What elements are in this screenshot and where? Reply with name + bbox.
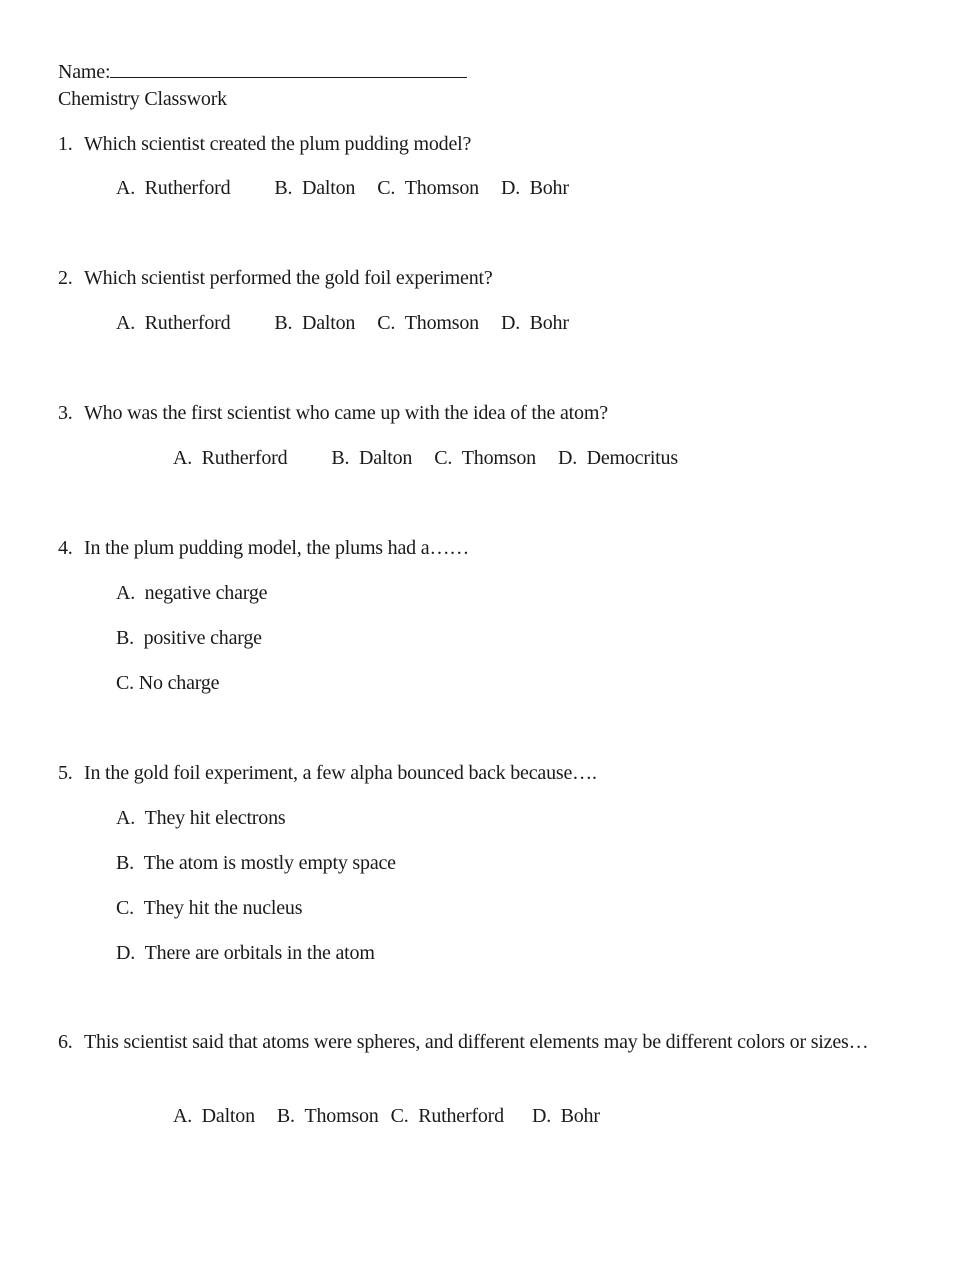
- option-text: They hit the nucleus: [143, 897, 303, 919]
- option-letter: A.: [116, 177, 136, 199]
- option-b[interactable]: [277, 1104, 379, 1128]
- option-text: Thomson: [404, 312, 479, 334]
- question-text: Which scientist performed the gold foil experiment?: [84, 267, 493, 289]
- option-letter: A.: [116, 312, 136, 334]
- question-5: [58, 761, 597, 785]
- option-letter: C.: [116, 897, 134, 919]
- option-d[interactable]: [558, 446, 678, 470]
- option-letter: B.: [116, 852, 134, 874]
- question-1: [58, 132, 471, 156]
- option-b[interactable]: [116, 851, 396, 875]
- option-text: Bohr: [560, 1105, 600, 1127]
- option-letter: D.: [116, 942, 136, 964]
- option-b[interactable]: [274, 311, 355, 335]
- option-letter: C.: [390, 1105, 409, 1127]
- question-text: Which scientist created the plum pudding model?: [84, 133, 472, 155]
- question-number: 3.: [58, 402, 73, 424]
- option-letter: C.: [377, 177, 396, 199]
- option-letter: B.: [331, 447, 350, 469]
- option-letter: D.: [500, 177, 520, 199]
- option-letter: D.: [500, 312, 520, 334]
- option-c[interactable]: [116, 896, 302, 920]
- question-2-options: [116, 311, 569, 335]
- name-label: Name:: [58, 61, 111, 83]
- option-a[interactable]: [173, 446, 287, 470]
- option-text: Rutherford: [201, 447, 288, 469]
- option-text: Democritus: [586, 447, 678, 469]
- option-text: Dalton: [201, 1105, 255, 1127]
- option-text: Rutherford: [144, 312, 231, 334]
- option-b[interactable]: [331, 446, 412, 470]
- question-text: In the gold foil experiment, a few alpha bounced back because….: [84, 762, 597, 784]
- option-a[interactable]: [116, 581, 267, 605]
- option-c[interactable]: [434, 446, 536, 470]
- question-number: 5.: [58, 762, 73, 784]
- option-letter: C.: [434, 447, 453, 469]
- option-letter: A.: [173, 447, 193, 469]
- question-number: 6.: [58, 1031, 73, 1053]
- option-text: positive charge: [143, 627, 262, 649]
- option-text: Rutherford: [418, 1105, 504, 1127]
- question-number: 4.: [58, 537, 73, 559]
- option-letter: A.: [116, 807, 136, 829]
- option-text: Thomson: [461, 447, 536, 469]
- question-6-options: [173, 1104, 600, 1128]
- option-text: Thomson: [304, 1105, 379, 1127]
- option-a[interactable]: [116, 311, 230, 335]
- option-c[interactable]: [116, 671, 219, 695]
- option-text: There are orbitals in the atom: [144, 942, 375, 964]
- question-3: [58, 401, 608, 425]
- option-text: Rutherford: [144, 177, 231, 199]
- option-a[interactable]: [173, 1104, 255, 1128]
- question-number: 2.: [58, 267, 73, 289]
- option-text: Dalton: [301, 177, 356, 199]
- option-letter: B.: [276, 1105, 295, 1127]
- question-text: This scientist said that atoms were spheres, and different elements may be different colors or sizes…: [84, 1031, 869, 1053]
- option-text: The atom is mostly empty space: [143, 852, 396, 874]
- option-text: Thomson: [404, 177, 479, 199]
- option-text: Dalton: [358, 447, 413, 469]
- option-letter: B.: [274, 312, 293, 334]
- option-d[interactable]: [532, 1104, 600, 1128]
- option-b[interactable]: [274, 176, 355, 200]
- option-c[interactable]: [377, 311, 479, 335]
- question-text: In the plum pudding model, the plums had a……: [84, 537, 470, 559]
- option-text: Bohr: [529, 177, 569, 199]
- option-text: Bohr: [529, 312, 569, 334]
- name-field-row: [58, 58, 467, 84]
- option-letter: B.: [274, 177, 293, 199]
- option-text: No charge: [138, 672, 220, 694]
- question-6: [58, 1027, 908, 1057]
- option-c[interactable]: [377, 176, 479, 200]
- option-letter: C.: [377, 312, 396, 334]
- option-letter: B.: [116, 627, 134, 649]
- option-d[interactable]: [116, 941, 375, 965]
- option-text: Dalton: [301, 312, 356, 334]
- option-text: negative charge: [144, 582, 268, 604]
- option-a[interactable]: [116, 806, 285, 830]
- question-number: 1.: [58, 133, 73, 155]
- question-3-options: [173, 446, 678, 470]
- option-text: They hit electrons: [144, 807, 286, 829]
- option-letter: C.: [116, 672, 134, 694]
- option-b[interactable]: [116, 626, 262, 650]
- option-a[interactable]: [116, 176, 230, 200]
- option-d[interactable]: [501, 311, 569, 335]
- worksheet-title: Chemistry Classwork: [58, 88, 227, 110]
- option-letter: D.: [531, 1105, 551, 1127]
- option-letter: D.: [557, 447, 577, 469]
- option-letter: A.: [116, 582, 136, 604]
- option-c[interactable]: [391, 1104, 504, 1128]
- question-text: Who was the first scientist who came up with the idea of the atom?: [84, 402, 608, 424]
- option-letter: A.: [173, 1105, 193, 1127]
- question-1-options: [116, 176, 569, 200]
- option-d[interactable]: [501, 176, 569, 200]
- name-blank-line[interactable]: [110, 58, 467, 78]
- question-2: [58, 266, 493, 290]
- question-4: [58, 536, 469, 560]
